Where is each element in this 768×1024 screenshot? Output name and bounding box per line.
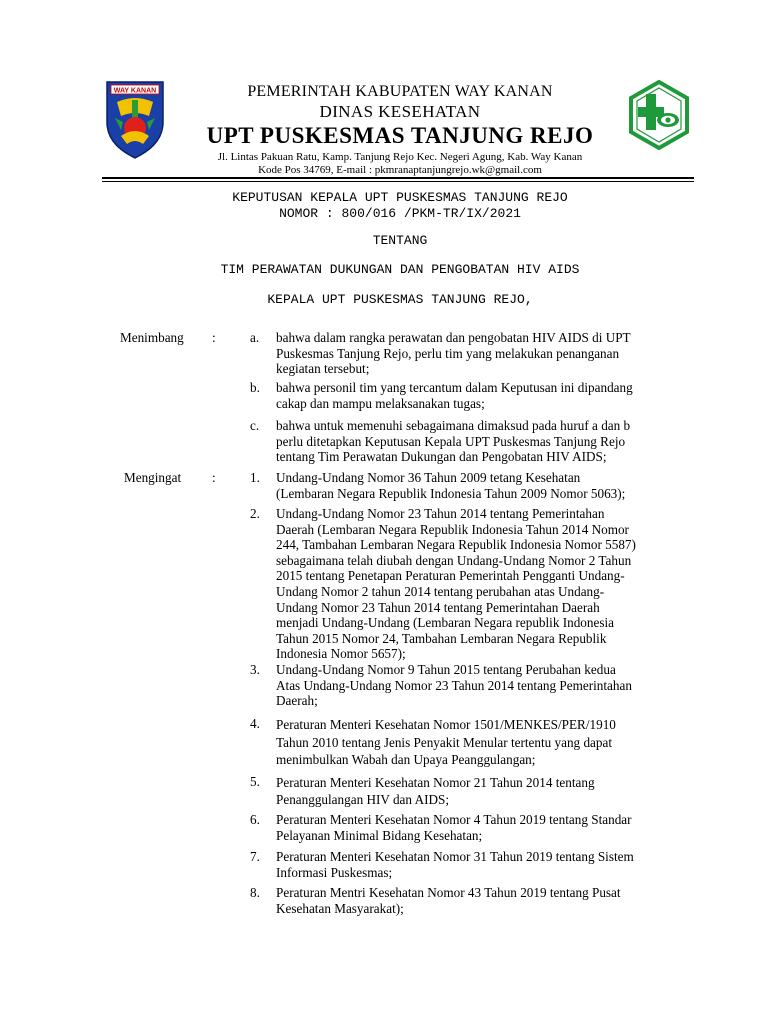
issuer-line: KEPALA UPT PUSKESMAS TANJUNG REJO,: [267, 292, 533, 307]
about-heading: TENTANG: [372, 233, 428, 248]
section-colon: :: [212, 470, 216, 485]
list-item-text: [276, 330, 690, 377]
list-item-text-line: menimbulkan Wabah dan Upaya Peanggulangan;: [276, 752, 536, 767]
list-item-text-line: Daerah (Lembaran Negara Republik Indonesia Tahun 2014 Nomor: [276, 521, 629, 537]
list-item-text-line: (Lembaran Negara Republik Indonesia Tahun 2009 Nomor 5063);: [276, 485, 626, 501]
list-marker: 5.: [250, 774, 260, 789]
list-item-text-line: kegiatan tersebut;: [276, 361, 370, 377]
list-item-text-line: Peraturan Menteri Kesehatan Nomor 1501/MENKES/PER/1910: [276, 717, 616, 732]
government-name: PEMERINTAH KABUPATEN WAY KANAN: [247, 83, 553, 100]
list-item-text-line: perlu ditetapkan Keputusan Kepala UPT Puskesmas Tanjung Rejo: [276, 433, 626, 449]
list-marker: b.: [250, 380, 260, 395]
list-item-text: [276, 812, 690, 843]
list-item-text-line: Daerah;: [276, 693, 318, 709]
list-item-text-line: sebagaimana telah diubah dengan Undang-Undang Nomor 2 Tahun: [276, 552, 632, 568]
list-marker: 4.: [250, 716, 260, 731]
list-item-text-line: bahwa personil tim yang tercantum dalam Keputusan ini dipandang: [276, 380, 633, 395]
section-label: Menimbang: [120, 330, 184, 345]
list-marker: 2.: [250, 506, 260, 521]
letterhead-divider-thin: [102, 181, 694, 182]
list-item-text-line: Undang-Undang Nomor 9 Tahun 2015 tentang Perubahan kedua: [276, 662, 616, 677]
decree-title: KEPUTUSAN KEPALA UPT PUSKESMAS TANJUNG REJO: [232, 190, 568, 205]
list-marker: 6.: [250, 812, 260, 827]
list-item-text-line: bahwa untuk memenuhi sebagaimana dimaksud pada huruf a dan b: [276, 418, 631, 433]
list-item-text-line: Penanggulangan HIV dan AIDS;: [276, 792, 450, 807]
list-item-text-line: Tahun 2010 tentang Jenis Penyakit Menular tertentu yang dapat: [276, 734, 613, 750]
list-item-text-line: Undang Nomor 23 Tahun 2014 tentang Pemerintahan Daerah: [276, 599, 600, 615]
letterhead: [150, 82, 650, 177]
list-item-text: [276, 885, 690, 916]
list-marker: 8.: [250, 885, 260, 900]
list-item-text-line: Informasi Puskesmas;: [276, 864, 393, 880]
list-marker: c.: [250, 418, 260, 433]
list-item-text-line: 2015 tentang Penetapan Peraturan Pemerintah Pengganti Undang-: [276, 568, 625, 584]
list-item-text: [276, 506, 690, 662]
list-item-text-line: Indonesia Nomor 5657);: [276, 646, 406, 662]
list-item-text-line: Undang-Undang Nomor 23 Tahun 2014 tentang Pemerintahan: [276, 506, 605, 521]
list-item-text-line: Peraturan Menteri Kesehatan Nomor 31 Tahun 2019 tentang Sistem: [276, 849, 634, 864]
list-item-text-line: Undang-Undang Nomor 36 Tahun 2009 tetang Kesehatan: [276, 470, 581, 485]
list-item-text-line: Undang Nomor 2 tahun 2014 tentang perubahan atas Undang-: [276, 583, 605, 599]
contact-line: Kode Pos 34769, E-mail : pkmranaptanjungrejo.wk@gmail.com: [258, 164, 542, 176]
department-name: DINAS KESEHATAN: [319, 102, 481, 121]
list-item-text-line: menjadi Undang-Undang (Lembaran Negara republik Indonesia: [276, 615, 614, 631]
decree-number: NOMOR : 800/016 /PKM-TR/IX/2021: [279, 206, 521, 221]
list-item-text-line: Peraturan Menteri Kesehatan Nomor 21 Tahun 2014 tentang: [276, 775, 595, 790]
list-item-text: [276, 716, 690, 769]
list-item-text: [276, 380, 690, 411]
list-marker: 3.: [250, 662, 260, 677]
institution-name: UPT PUSKESMAS TANJUNG REJO: [206, 123, 594, 148]
list-item-text: [276, 662, 690, 709]
decree-subject: TIM PERAWATAN DUKUNGAN DAN PENGOBATAN HIV AIDS: [220, 262, 580, 277]
section-colon: :: [212, 330, 216, 345]
address-line: Jl. Lintas Pakuan Ratu, Kamp. Tanjung Rejo Kec. Negeri Agung, Kab. Way Kanan: [217, 151, 583, 163]
list-item-text-line: Peraturan Menteri Kesehatan Nomor 4 Tahun 2019 tentang Standar: [276, 812, 632, 827]
list-item-text-line: Atas Undang-Undang Nomor 23 Tahun 2014 tentang Pemerintahan: [276, 677, 632, 693]
letterhead-divider: [102, 177, 694, 179]
list-item-text-line: Puskesmas Tanjung Rejo, perlu tim yang melakukan penanganan: [276, 345, 620, 361]
list-item-text-line: Kesehatan Masyarakat);: [276, 900, 404, 916]
list-marker: a.: [250, 330, 260, 345]
section-label: Mengingat: [124, 470, 182, 485]
list-item-text: [276, 470, 690, 501]
list-item-text-line: Pelayanan Minimal Bidang Kesehatan;: [276, 827, 483, 843]
svg-text:WAY KANAN: WAY KANAN: [113, 87, 157, 95]
list-item-text: [276, 849, 690, 880]
list-item-text-line: cakap dan mampu melaksanakan tugas;: [276, 395, 485, 411]
list-item-text-line: Tahun 2015 Nomor 24, Tambahan Lembaran Negara Republik: [276, 630, 607, 646]
list-item-text-line: bahwa dalam rangka perawatan dan pengobatan HIV AIDS di UPT: [276, 330, 631, 345]
list-item-text: [276, 774, 690, 808]
list-item-text-line: tentang Tim Perawatan Dukungan dan Pengobatan HIV AIDS;: [276, 449, 607, 465]
list-item-text-line: Peraturan Mentri Kesehatan Nomor 43 Tahun 2019 tentang Pusat: [276, 885, 621, 900]
list-marker: 1.: [250, 470, 260, 485]
list-marker: 7.: [250, 849, 260, 864]
list-item-text: [276, 418, 690, 465]
list-item-text-line: 244, Tambahan Lembaran Negara Republik Indonesia Nomor 5587): [276, 537, 636, 553]
